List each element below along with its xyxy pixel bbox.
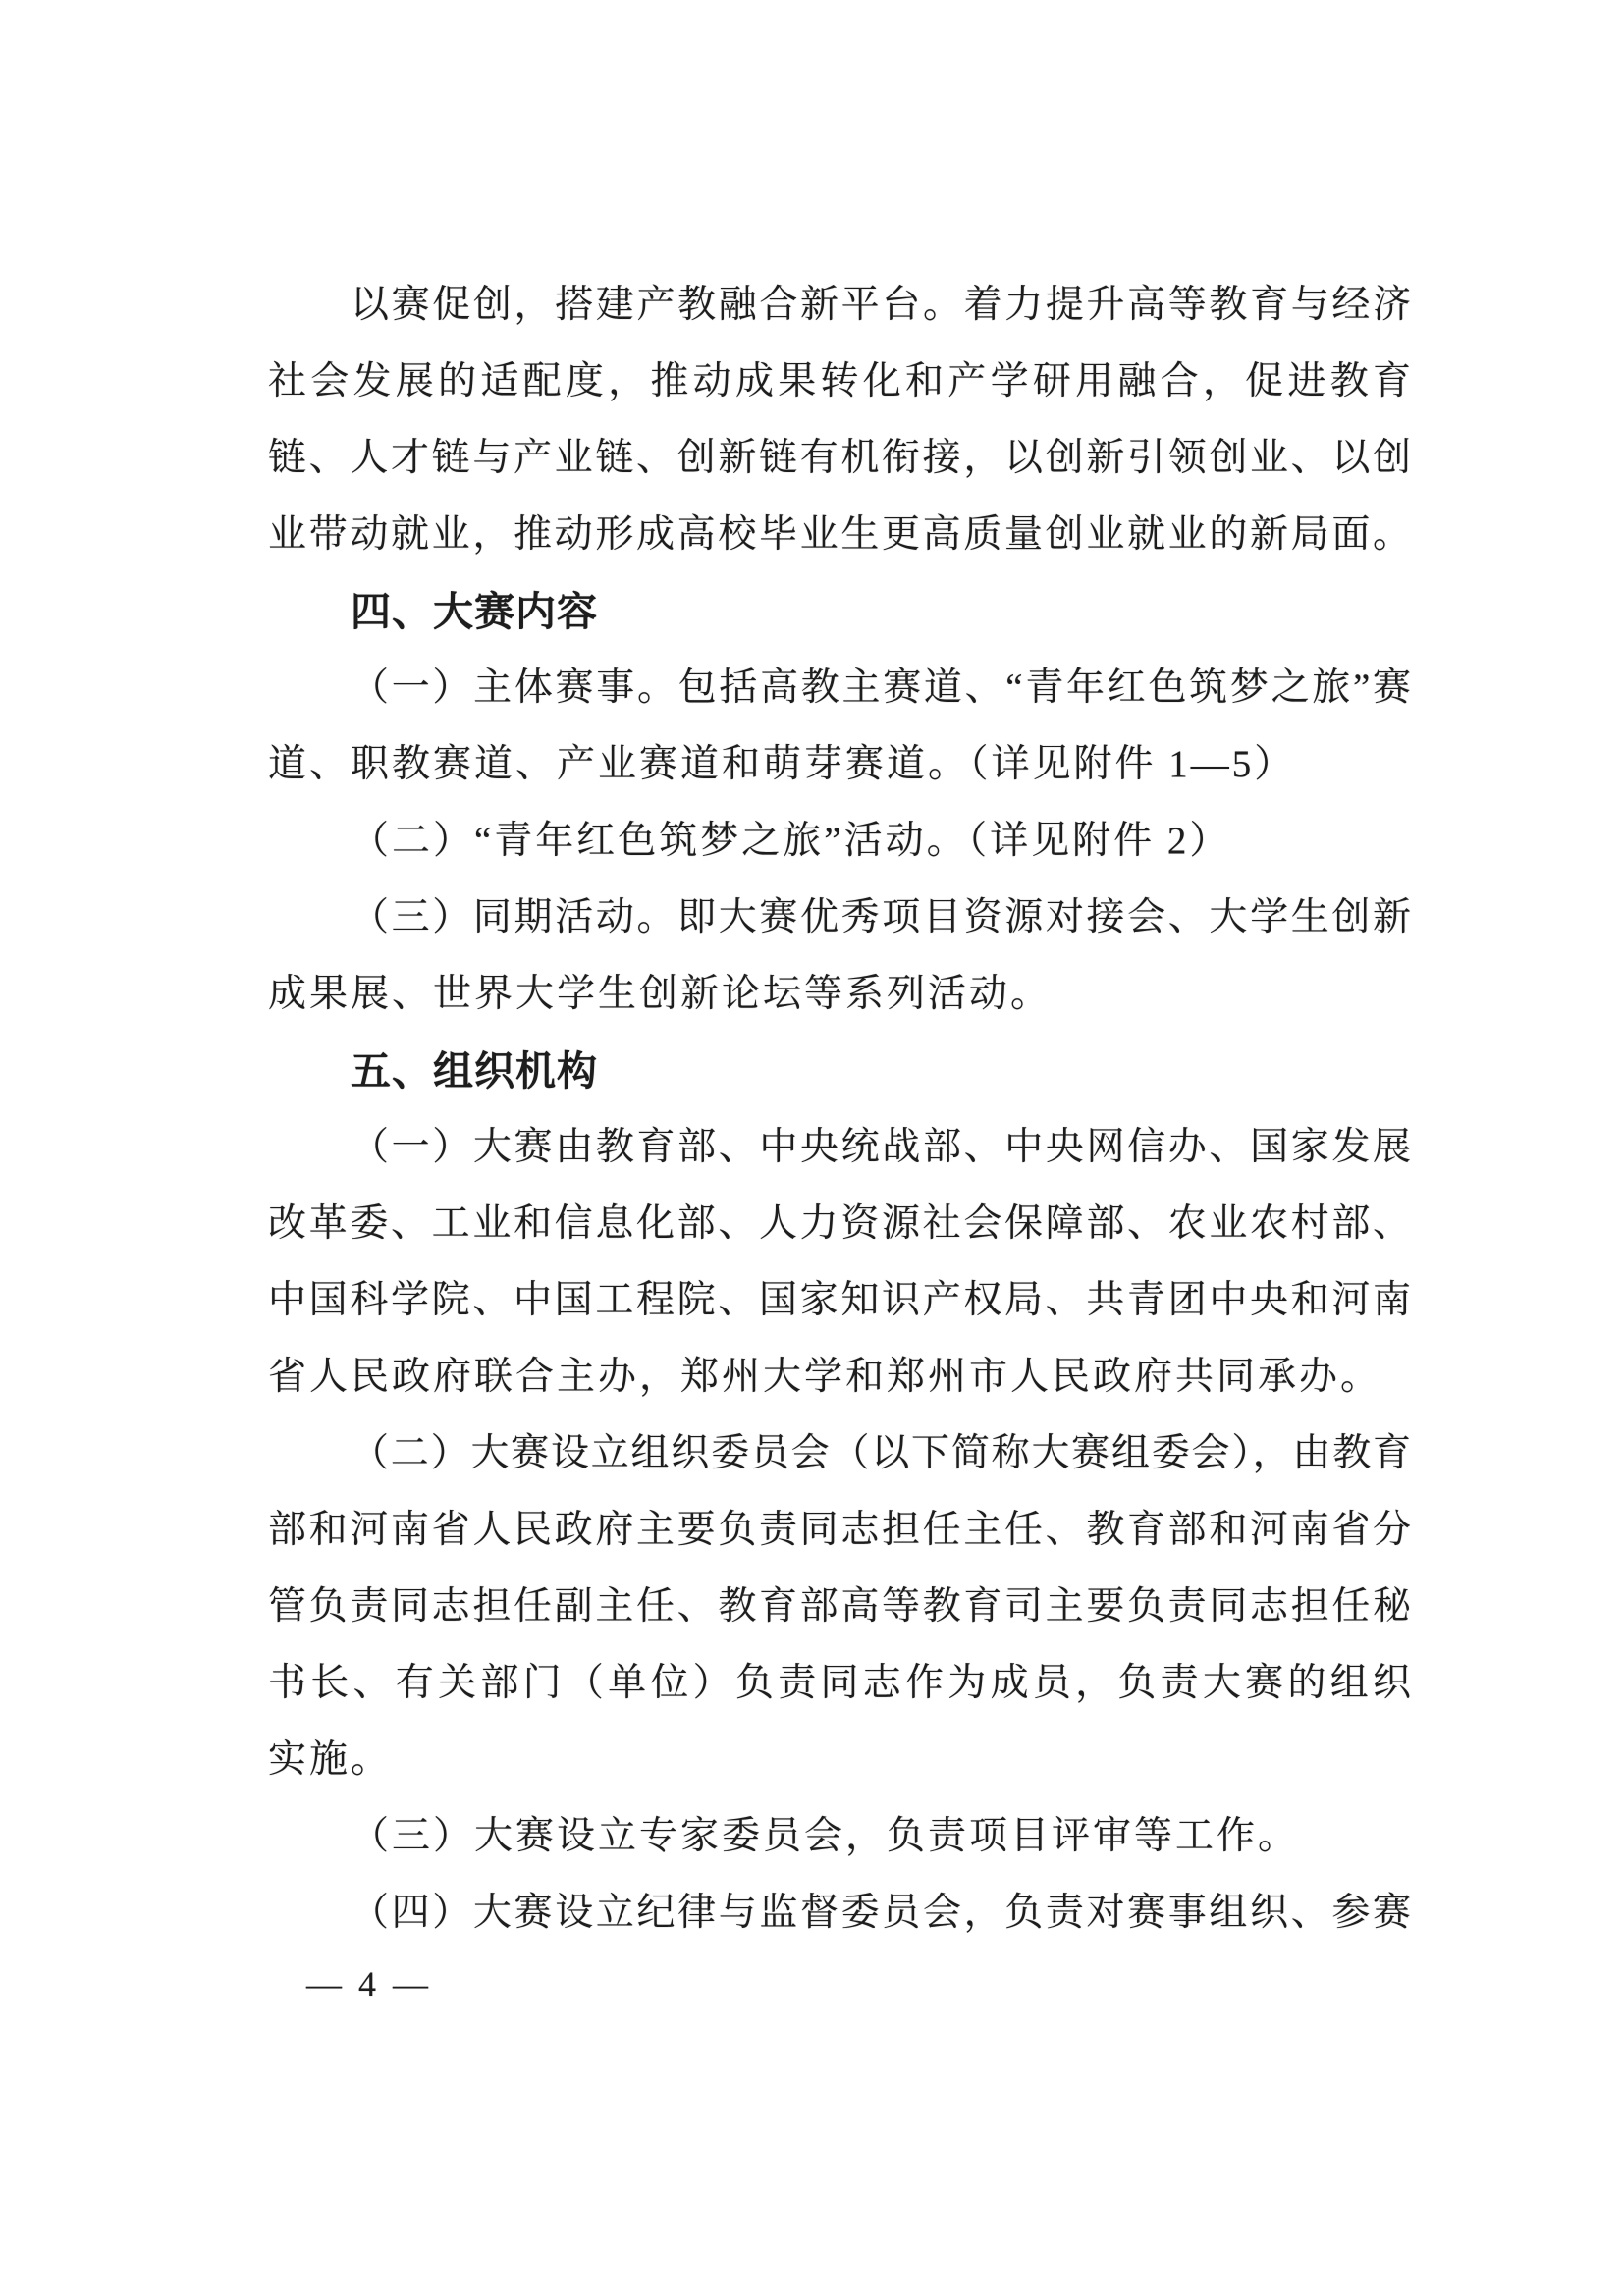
document-body <box>268 267 1411 1951</box>
text-line: （二）大赛设立组织委员会（以下简称大赛组委会），由教育 <box>351 1432 1411 1474</box>
para-discipline-supervision-committee <box>268 1875 1411 1951</box>
heading-section-four-contest-content <box>268 573 1411 650</box>
para-main-events <box>268 650 1411 803</box>
text-line: 以赛促创，搭建产教融合新平台。着力提升高等教育与经济 <box>351 284 1411 326</box>
para-competition-promotion <box>268 267 1411 573</box>
para-concurrent-activities <box>268 880 1411 1033</box>
text-line: （一）主体赛事。包括高教主赛道、“青年红色筑梦之旅”赛 <box>351 667 1411 709</box>
text-line: （二）“青年红色筑梦之旅”活动。（详见附件 2） <box>351 820 1231 862</box>
text-line: （一）大赛由教育部、中央统战部、中央网信办、国家发展 <box>351 1126 1411 1168</box>
text-line: （三）同期活动。即大赛优秀项目资源对接会、大学生创新 <box>351 896 1411 938</box>
text-line: 改革委、工业和信息化部、人力资源社会保障部、农业农村部、 <box>268 1202 1411 1245</box>
text-line: 管负责同志担任副主任、教育部高等教育司主要负责同志担任秘 <box>268 1585 1411 1628</box>
para-organizers <box>268 1109 1411 1415</box>
text-line: 链、人才链与产业链、创新链有机衔接，以创新引领创业、以创 <box>268 437 1411 479</box>
text-line: 实施。 <box>268 1738 393 1781</box>
text-line: 中国科学院、中国工程院、国家知识产权局、共青团中央和河南 <box>268 1279 1411 1321</box>
para-expert-committee <box>268 1798 1411 1875</box>
text-line: 书长、有关部门（单位）负责同志作为成员，负责大赛的组织 <box>268 1662 1411 1704</box>
page-number: — 4 — <box>306 1964 432 2003</box>
text-line: （四）大赛设立纪律与监督委员会，负责对赛事组织、参赛 <box>351 1892 1411 1934</box>
text-line: 部和河南省人民政府主要负责同志担任主任、教育部和河南省分 <box>268 1509 1411 1551</box>
section-heading: 五、组织机构 <box>351 1048 598 1094</box>
text-line: 业带动就业，推动形成高校毕业生更高质量创业就业的新局面。 <box>268 513 1411 556</box>
text-line: （三）大赛设立专家委员会，负责项目评审等工作。 <box>351 1815 1300 1857</box>
heading-section-five-organization <box>268 1033 1411 1109</box>
text-line: 道、职教赛道、产业赛道和萌芽赛道。（详见附件 1—5） <box>268 743 1296 785</box>
text-line: 社会发展的适配度，推动成果转化和产学研用融合，促进教育 <box>268 360 1411 402</box>
text-line: 成果展、世界大学生创新论坛等系列活动。 <box>268 973 1053 1015</box>
para-red-dream-journey-activity <box>268 803 1411 880</box>
section-heading: 四、大赛内容 <box>351 589 598 634</box>
para-organizing-committee <box>268 1415 1411 1798</box>
text-line: 省人民政府联合主办，郑州大学和郑州市人民政府共同承办。 <box>268 1356 1382 1398</box>
